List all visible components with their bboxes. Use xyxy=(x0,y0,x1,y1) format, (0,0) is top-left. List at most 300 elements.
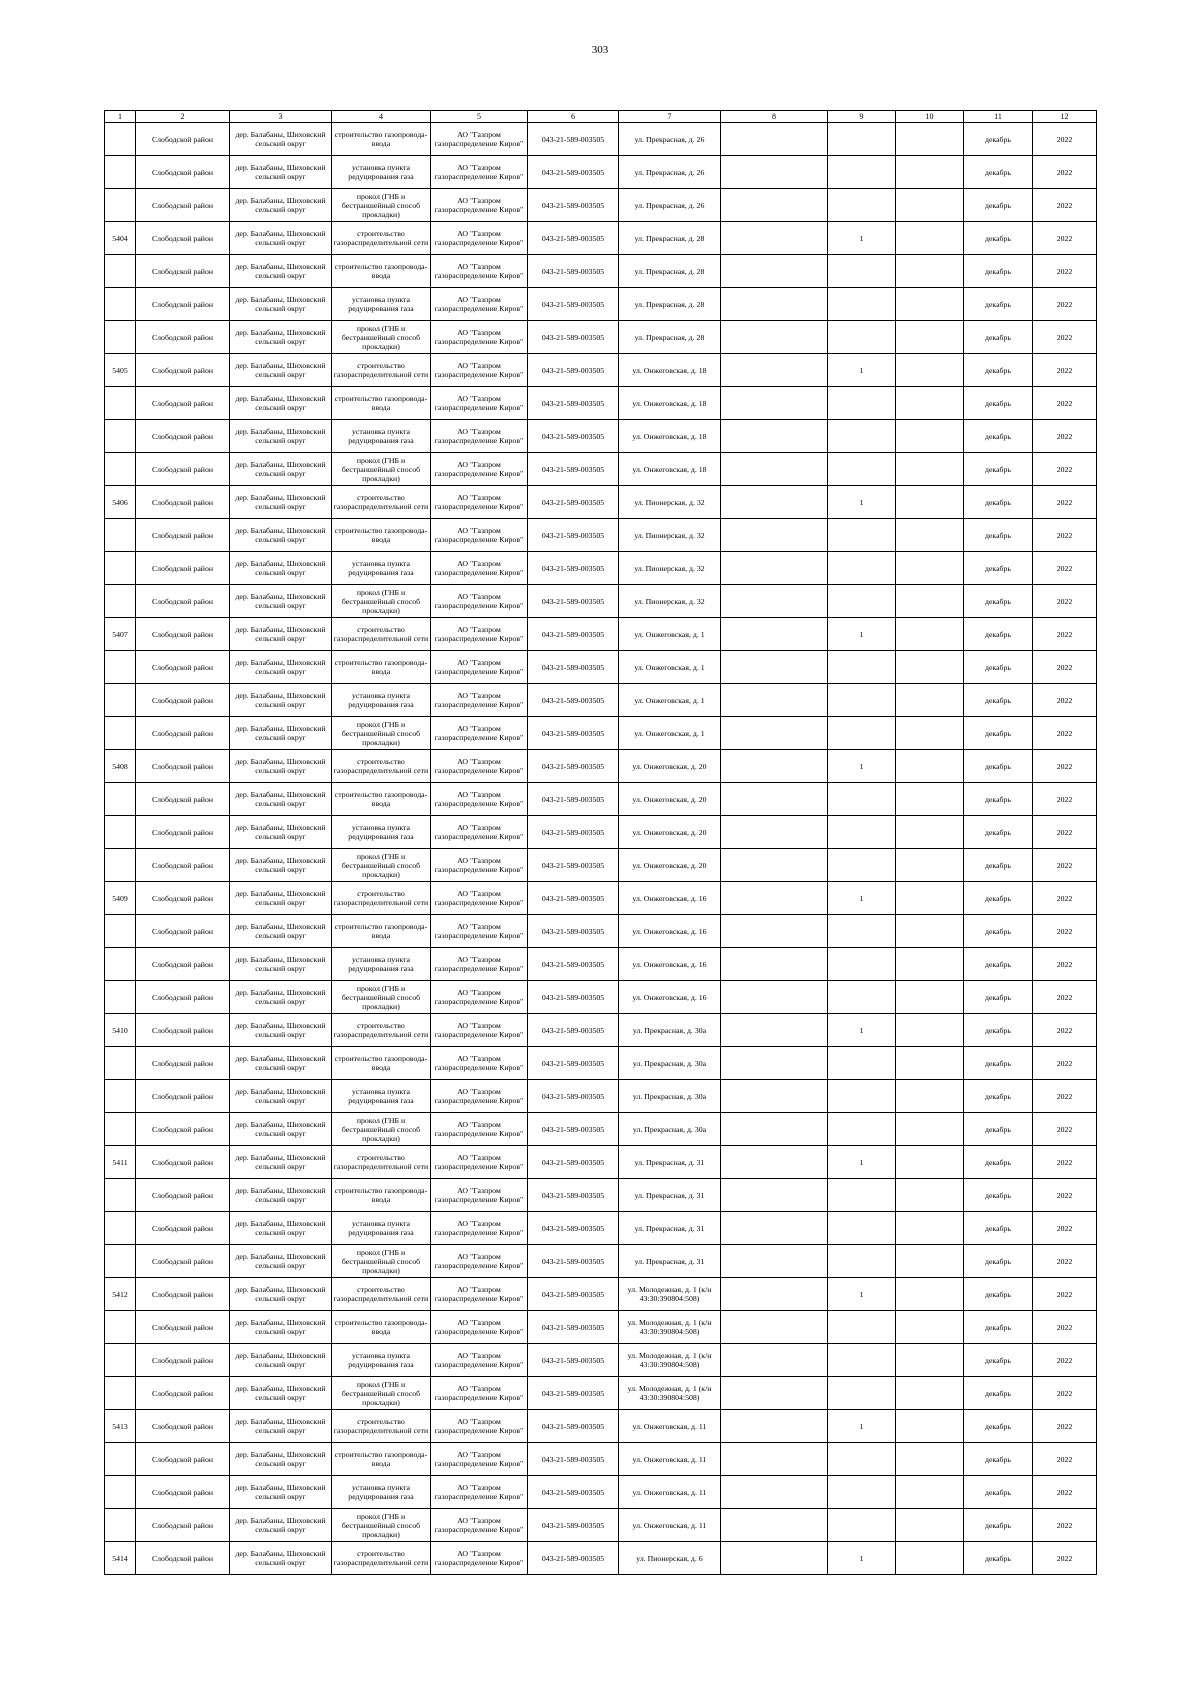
cell-work-type-text: строительство газопровода-ввода xyxy=(334,1186,428,1204)
cell-year xyxy=(1033,255,1097,288)
cell-address-text: ул. Молодежная, д. 1 (к/н 43:30:390804:508) xyxy=(627,1384,712,1402)
cell-col10 xyxy=(896,189,964,222)
cell-quantity-text: 1 xyxy=(859,365,864,375)
cell-contract xyxy=(528,354,619,387)
cell-address-text: ул. Прекрасная, д. 28 xyxy=(634,299,705,309)
cell-quantity-text: 1 xyxy=(859,233,864,243)
cell-contract-text: 043-21-589-003505 xyxy=(541,662,605,672)
cell-work-type xyxy=(332,486,431,519)
cell-address-text: ул. Онжеговская, д. 18 xyxy=(632,365,707,375)
cell-organization-text: АО "Газпром газораспределение Киров" xyxy=(434,1549,524,1567)
cell-month xyxy=(964,1146,1033,1179)
table-row xyxy=(105,1344,1097,1377)
cell-district xyxy=(136,1377,230,1410)
cell-work-type xyxy=(332,849,431,882)
cell-year xyxy=(1033,189,1097,222)
table-row xyxy=(105,849,1097,882)
cell-address-text: ул. Онжеговская, д. 16 xyxy=(632,893,707,903)
cell-work-type-text: установка пункта редуцирования газа xyxy=(348,1087,414,1105)
cell-work-type-text: строительство газопровода-ввода xyxy=(334,1318,428,1336)
cell-work-type xyxy=(332,288,431,321)
cell-col8 xyxy=(721,1377,828,1410)
cell-district-text: Слободской район xyxy=(151,1190,214,1200)
cell-contract xyxy=(528,1047,619,1080)
cell-contract xyxy=(528,1443,619,1476)
cell-year-text: 2022 xyxy=(1056,926,1073,936)
cell-address-text: ул. Пионерская, д. 32 xyxy=(634,497,705,507)
cell-contract xyxy=(528,1542,619,1575)
cell-address-text: ул. Прекрасная, д. 26 xyxy=(634,134,705,144)
cell-organization xyxy=(431,981,528,1014)
cell-locality-text: дер. Балабаны, Шиховский сельский округ xyxy=(235,1021,326,1039)
cell-col10 xyxy=(896,882,964,915)
cell-locality-text: дер. Балабаны, Шиховский сельский округ xyxy=(235,361,326,379)
cell-address-text: ул. Пионерская, д. 32 xyxy=(634,596,705,606)
cell-organization xyxy=(431,1377,528,1410)
cell-number xyxy=(105,1344,136,1377)
cell-month-text: декабрь xyxy=(985,827,1011,837)
table-row xyxy=(105,1014,1097,1047)
cell-district-text: Слободской район xyxy=(151,926,214,936)
cell-district xyxy=(136,1245,230,1278)
cell-organization-text: АО "Газпром газораспределение Киров" xyxy=(434,592,524,610)
cell-month xyxy=(964,750,1033,783)
cell-col10 xyxy=(896,156,964,189)
cell-address-text: ул. Онжеговская, д. 20 xyxy=(632,761,707,771)
cell-contract xyxy=(528,1146,619,1179)
cell-work-type-text: строительство газораспределительной сети xyxy=(333,1285,429,1303)
cell-col10 xyxy=(896,1278,964,1311)
cell-address xyxy=(619,1344,721,1377)
cell-number xyxy=(105,1146,136,1179)
column-header: 5 xyxy=(431,111,528,123)
cell-district-text: Слободской район xyxy=(151,827,214,837)
cell-district xyxy=(136,1047,230,1080)
cell-contract xyxy=(528,1344,619,1377)
cell-address-text: ул. Прекрасная, д. 30а xyxy=(632,1025,707,1035)
cell-col10 xyxy=(896,1311,964,1344)
cell-month-text: декабрь xyxy=(985,1091,1011,1101)
cell-district xyxy=(136,915,230,948)
cell-quantity xyxy=(828,1278,896,1311)
cell-locality-text: дер. Балабаны, Шиховский сельский округ xyxy=(235,163,326,181)
cell-month xyxy=(964,783,1033,816)
cell-year xyxy=(1033,123,1097,156)
cell-year-text: 2022 xyxy=(1056,662,1073,672)
cell-col8 xyxy=(721,585,828,618)
cell-contract-text: 043-21-589-003505 xyxy=(541,497,605,507)
cell-work-type xyxy=(332,651,431,684)
cell-locality-text: дер. Балабаны, Шиховский сельский округ xyxy=(235,1285,326,1303)
cell-district xyxy=(136,453,230,486)
cell-year xyxy=(1033,387,1097,420)
cell-quantity xyxy=(828,321,896,354)
cell-number-text: 5405 xyxy=(112,365,128,375)
cell-work-type-text: строительство газопровода-ввода xyxy=(334,1054,428,1072)
cell-district-text: Слободской район xyxy=(151,1421,214,1431)
cell-work-type xyxy=(332,618,431,651)
cell-work-type-text: строительство газопровода-ввода xyxy=(334,262,428,280)
cell-contract xyxy=(528,387,619,420)
table-row xyxy=(105,1509,1097,1542)
cell-district xyxy=(136,1212,230,1245)
cell-quantity xyxy=(828,915,896,948)
cell-contract-text: 043-21-589-003505 xyxy=(541,200,605,210)
table-row xyxy=(105,387,1097,420)
cell-address xyxy=(619,156,721,189)
cell-work-type-text: строительство газопровода-ввода xyxy=(334,526,428,544)
cell-month-text: декабрь xyxy=(985,695,1011,705)
cell-locality xyxy=(230,420,332,453)
cell-quantity xyxy=(828,387,896,420)
cell-address-text: ул. Онжеговская, д. 18 xyxy=(632,431,707,441)
cell-contract-text: 043-21-589-003505 xyxy=(541,530,605,540)
cell-year xyxy=(1033,1113,1097,1146)
cell-locality-text: дер. Балабаны, Шиховский сельский округ xyxy=(235,757,326,775)
cell-month xyxy=(964,651,1033,684)
cell-contract-text: 043-21-589-003505 xyxy=(541,365,605,375)
cell-year-text: 2022 xyxy=(1056,860,1073,870)
cell-work-type-text: прокол (ГНБ и бестраншейный способ прокладки) xyxy=(341,1511,421,1539)
table-row xyxy=(105,816,1097,849)
cell-work-type-text: прокол (ГНБ и бестраншейный способ прокладки) xyxy=(341,1247,421,1275)
cell-contract xyxy=(528,552,619,585)
cell-organization xyxy=(431,684,528,717)
cell-district-text: Слободской район xyxy=(151,1487,214,1497)
cell-work-type-text: строительство газопровода-ввода xyxy=(334,922,428,940)
cell-col8 xyxy=(721,1476,828,1509)
cell-address xyxy=(619,1476,721,1509)
cell-address xyxy=(619,288,721,321)
cell-month xyxy=(964,948,1033,981)
cell-locality xyxy=(230,1311,332,1344)
cell-organization xyxy=(431,189,528,222)
cell-locality-text: дер. Балабаны, Шиховский сельский округ xyxy=(235,625,326,643)
cell-organization-text: АО "Газпром газораспределение Киров" xyxy=(434,922,524,940)
cell-number xyxy=(105,1509,136,1542)
cell-year-text: 2022 xyxy=(1056,1355,1073,1365)
cell-col8 xyxy=(721,189,828,222)
cell-year xyxy=(1033,519,1097,552)
cell-work-type xyxy=(332,816,431,849)
cell-district xyxy=(136,882,230,915)
cell-address-text: ул. Онжеговская, д. 20 xyxy=(632,794,707,804)
cell-contract-text: 043-21-589-003505 xyxy=(541,629,605,639)
cell-work-type xyxy=(332,1509,431,1542)
cell-year xyxy=(1033,1245,1097,1278)
cell-year-text: 2022 xyxy=(1056,596,1073,606)
cell-year xyxy=(1033,948,1097,981)
cell-month xyxy=(964,354,1033,387)
cell-number xyxy=(105,1212,136,1245)
cell-month-text: декабрь xyxy=(985,860,1011,870)
cell-contract-text: 043-21-589-003505 xyxy=(541,860,605,870)
cell-year xyxy=(1033,585,1097,618)
cell-organization-text: АО "Газпром газораспределение Киров" xyxy=(434,262,524,280)
cell-address xyxy=(619,783,721,816)
table-row xyxy=(105,585,1097,618)
cell-locality-text: дер. Балабаны, Шиховский сельский округ xyxy=(235,1417,326,1435)
cell-year-text: 2022 xyxy=(1056,1520,1073,1530)
cell-contract xyxy=(528,123,619,156)
cell-address xyxy=(619,1410,721,1443)
cell-col10 xyxy=(896,585,964,618)
table-row xyxy=(105,1179,1097,1212)
cell-district-text: Слободской район xyxy=(151,893,214,903)
cell-work-type-text: прокол (ГНБ и бестраншейный способ прокладки) xyxy=(341,323,421,351)
cell-district-text: Слободской район xyxy=(151,200,214,210)
cell-month xyxy=(964,1311,1033,1344)
cell-quantity xyxy=(828,1212,896,1245)
cell-col8 xyxy=(721,1278,828,1311)
cell-year-text: 2022 xyxy=(1056,1388,1073,1398)
cell-month xyxy=(964,1278,1033,1311)
cell-district xyxy=(136,1443,230,1476)
cell-month-text: декабрь xyxy=(985,464,1011,474)
cell-organization xyxy=(431,1113,528,1146)
cell-organization-text: АО "Газпром газораспределение Киров" xyxy=(434,559,524,577)
cell-district-text: Слободской район xyxy=(151,134,214,144)
cell-district xyxy=(136,321,230,354)
cell-year xyxy=(1033,684,1097,717)
cell-district-text: Слободской район xyxy=(151,497,214,507)
cell-col10 xyxy=(896,849,964,882)
cell-contract xyxy=(528,618,619,651)
cell-address xyxy=(619,1443,721,1476)
cell-organization xyxy=(431,552,528,585)
cell-year xyxy=(1033,486,1097,519)
cell-month xyxy=(964,1047,1033,1080)
cell-organization xyxy=(431,816,528,849)
cell-address xyxy=(619,849,721,882)
cell-contract-text: 043-21-589-003505 xyxy=(541,1454,605,1464)
cell-locality xyxy=(230,618,332,651)
cell-month-text: декабрь xyxy=(985,398,1011,408)
cell-month-text: декабрь xyxy=(985,431,1011,441)
column-header: 12 xyxy=(1033,111,1097,123)
cell-contract xyxy=(528,288,619,321)
cell-work-type-text: строительство газопровода-ввода xyxy=(334,790,428,808)
cell-contract xyxy=(528,915,619,948)
cell-address-text: ул. Прекрасная, д. 30а xyxy=(632,1058,707,1068)
cell-district-text: Слободской район xyxy=(151,1289,214,1299)
cell-work-type xyxy=(332,1311,431,1344)
cell-address-text: ул. Пионерская, д. 32 xyxy=(634,530,705,540)
cell-year xyxy=(1033,1278,1097,1311)
cell-address-text: ул. Онжеговская, д. 20 xyxy=(632,827,707,837)
cell-locality-text: дер. Балабаны, Шиховский сельский округ xyxy=(235,724,326,742)
cell-address-text: ул. Онжеговская, д. 16 xyxy=(632,926,707,936)
cell-contract xyxy=(528,1377,619,1410)
cell-work-type xyxy=(332,1245,431,1278)
cell-month-text: декабрь xyxy=(985,1124,1011,1134)
cell-work-type xyxy=(332,1212,431,1245)
cell-quantity xyxy=(828,1542,896,1575)
cell-quantity xyxy=(828,882,896,915)
cell-address xyxy=(619,354,721,387)
cell-quantity xyxy=(828,354,896,387)
cell-locality-text: дер. Балабаны, Шиховский сельский округ xyxy=(235,229,326,247)
cell-district-text: Слободской район xyxy=(151,1091,214,1101)
cell-organization-text: АО "Газпром газораспределение Киров" xyxy=(434,526,524,544)
cell-year-text: 2022 xyxy=(1056,398,1073,408)
cell-quantity-text: 1 xyxy=(859,497,864,507)
cell-district xyxy=(136,387,230,420)
cell-district-text: Слободской район xyxy=(151,431,214,441)
cell-number-text: 5412 xyxy=(112,1289,128,1299)
cell-contract xyxy=(528,849,619,882)
cell-quantity xyxy=(828,783,896,816)
cell-contract xyxy=(528,651,619,684)
cell-year-text: 2022 xyxy=(1056,1256,1073,1266)
cell-quantity xyxy=(828,981,896,1014)
cell-month xyxy=(964,684,1033,717)
cell-contract-text: 043-21-589-003505 xyxy=(541,695,605,705)
cell-quantity xyxy=(828,222,896,255)
cell-number-text: 5414 xyxy=(112,1553,128,1563)
table-row xyxy=(105,486,1097,519)
cell-month xyxy=(964,222,1033,255)
cell-locality-text: дер. Балабаны, Шиховский сельский округ xyxy=(235,1153,326,1171)
cell-col8 xyxy=(721,123,828,156)
cell-quantity xyxy=(828,948,896,981)
cell-contract-text: 043-21-589-003505 xyxy=(541,1520,605,1530)
cell-district xyxy=(136,420,230,453)
table-row xyxy=(105,1212,1097,1245)
cell-contract-text: 043-21-589-003505 xyxy=(541,1091,605,1101)
cell-locality xyxy=(230,1113,332,1146)
cell-contract xyxy=(528,1014,619,1047)
cell-district-text: Слободской район xyxy=(151,1256,214,1266)
cell-work-type xyxy=(332,1146,431,1179)
cell-col10 xyxy=(896,816,964,849)
cell-district-text: Слободской район xyxy=(151,1124,214,1134)
cell-address-text: ул. Прекрасная, д. 28 xyxy=(634,233,705,243)
cell-address-text: ул. Прекрасная, д. 31 xyxy=(634,1223,705,1233)
cell-work-type-text: строительство газораспределительной сети xyxy=(333,493,429,511)
cell-contract xyxy=(528,255,619,288)
cell-organization xyxy=(431,255,528,288)
cell-locality xyxy=(230,1278,332,1311)
cell-address-text: ул. Прекрасная, д. 26 xyxy=(634,167,705,177)
cell-district xyxy=(136,948,230,981)
cell-locality xyxy=(230,222,332,255)
cell-col10 xyxy=(896,618,964,651)
cell-work-type-text: установка пункта редуцирования газа xyxy=(348,427,414,445)
cell-col8 xyxy=(721,453,828,486)
cell-month-text: декабрь xyxy=(985,1190,1011,1200)
cell-contract-text: 043-21-589-003505 xyxy=(541,959,605,969)
cell-year xyxy=(1033,1179,1097,1212)
cell-organization xyxy=(431,1344,528,1377)
cell-contract xyxy=(528,453,619,486)
cell-locality xyxy=(230,750,332,783)
cell-col8 xyxy=(721,156,828,189)
cell-year xyxy=(1033,717,1097,750)
cell-month-text: декабрь xyxy=(985,1454,1011,1464)
cell-district xyxy=(136,783,230,816)
cell-organization-text: АО "Газпром газораспределение Киров" xyxy=(434,889,524,907)
cell-contract-text: 043-21-589-003505 xyxy=(541,332,605,342)
cell-district xyxy=(136,1113,230,1146)
cell-organization-text: АО "Газпром газораспределение Киров" xyxy=(434,1186,524,1204)
cell-address-text: ул. Онжеговская, д. 16 xyxy=(632,992,707,1002)
cell-contract-text: 043-21-589-003505 xyxy=(541,1355,605,1365)
cell-locality-text: дер. Балабаны, Шиховский сельский округ xyxy=(235,823,326,841)
cell-year xyxy=(1033,1344,1097,1377)
cell-address xyxy=(619,222,721,255)
cell-col10 xyxy=(896,321,964,354)
cell-month-text: декабрь xyxy=(985,563,1011,573)
cell-organization xyxy=(431,1443,528,1476)
cell-year-text: 2022 xyxy=(1056,1421,1073,1431)
cell-address-text: ул. Онжеговская, д. 11 xyxy=(632,1520,707,1530)
cell-year xyxy=(1033,651,1097,684)
cell-work-type-text: прокол (ГНБ и бестраншейный способ прокладки) xyxy=(341,587,421,615)
cell-quantity xyxy=(828,453,896,486)
cell-locality xyxy=(230,816,332,849)
cell-quantity xyxy=(828,1080,896,1113)
cell-address xyxy=(619,189,721,222)
cell-month-text: декабрь xyxy=(985,1322,1011,1332)
cell-address xyxy=(619,1377,721,1410)
cell-address xyxy=(619,915,721,948)
cell-work-type xyxy=(332,1476,431,1509)
cell-organization-text: АО "Газпром газораспределение Киров" xyxy=(434,1384,524,1402)
cell-work-type-text: строительство газораспределительной сети xyxy=(333,1549,429,1567)
table-row xyxy=(105,1113,1097,1146)
cell-organization xyxy=(431,1245,528,1278)
cell-organization-text: АО "Газпром газораспределение Киров" xyxy=(434,196,524,214)
table-row xyxy=(105,1080,1097,1113)
cell-number xyxy=(105,222,136,255)
cell-col10 xyxy=(896,1146,964,1179)
cell-locality-text: дер. Балабаны, Шиховский сельский округ xyxy=(235,691,326,709)
cell-address xyxy=(619,519,721,552)
cell-year xyxy=(1033,288,1097,321)
cell-locality xyxy=(230,651,332,684)
cell-contract-text: 043-21-589-003505 xyxy=(541,1256,605,1266)
cell-organization xyxy=(431,585,528,618)
cell-number xyxy=(105,1080,136,1113)
cell-month-text: декабрь xyxy=(985,1553,1011,1563)
cell-locality-text: дер. Балабаны, Шиховский сельский округ xyxy=(235,1450,326,1468)
cell-organization-text: АО "Газпром газораспределение Киров" xyxy=(434,1483,524,1501)
cell-organization-text: АО "Газпром газораспределение Киров" xyxy=(434,1351,524,1369)
cell-district xyxy=(136,156,230,189)
table-row xyxy=(105,1410,1097,1443)
cell-district xyxy=(136,1014,230,1047)
cell-organization-text: АО "Газпром газораспределение Киров" xyxy=(434,1450,524,1468)
cell-contract-text: 043-21-589-003505 xyxy=(541,134,605,144)
cell-number-text: 5408 xyxy=(112,761,128,771)
cell-work-type-text: строительство газораспределительной сети xyxy=(333,625,429,643)
cell-organization-text: АО "Газпром газораспределение Киров" xyxy=(434,625,524,643)
cell-col8 xyxy=(721,1344,828,1377)
cell-work-type-text: строительство газораспределительной сети xyxy=(333,1417,429,1435)
cell-col8 xyxy=(721,651,828,684)
cell-locality-text: дер. Балабаны, Шиховский сельский округ xyxy=(235,1054,326,1072)
cell-district-text: Слободской район xyxy=(151,1223,214,1233)
cell-locality-text: дер. Балабаны, Шиховский сельский округ xyxy=(235,1186,326,1204)
cell-work-type xyxy=(332,420,431,453)
cell-work-type-text: прокол (ГНБ и бестраншейный способ прокладки) xyxy=(341,1379,421,1407)
cell-month-text: декабрь xyxy=(985,233,1011,243)
cell-number xyxy=(105,387,136,420)
cell-quantity xyxy=(828,255,896,288)
cell-month xyxy=(964,849,1033,882)
cell-district xyxy=(136,486,230,519)
